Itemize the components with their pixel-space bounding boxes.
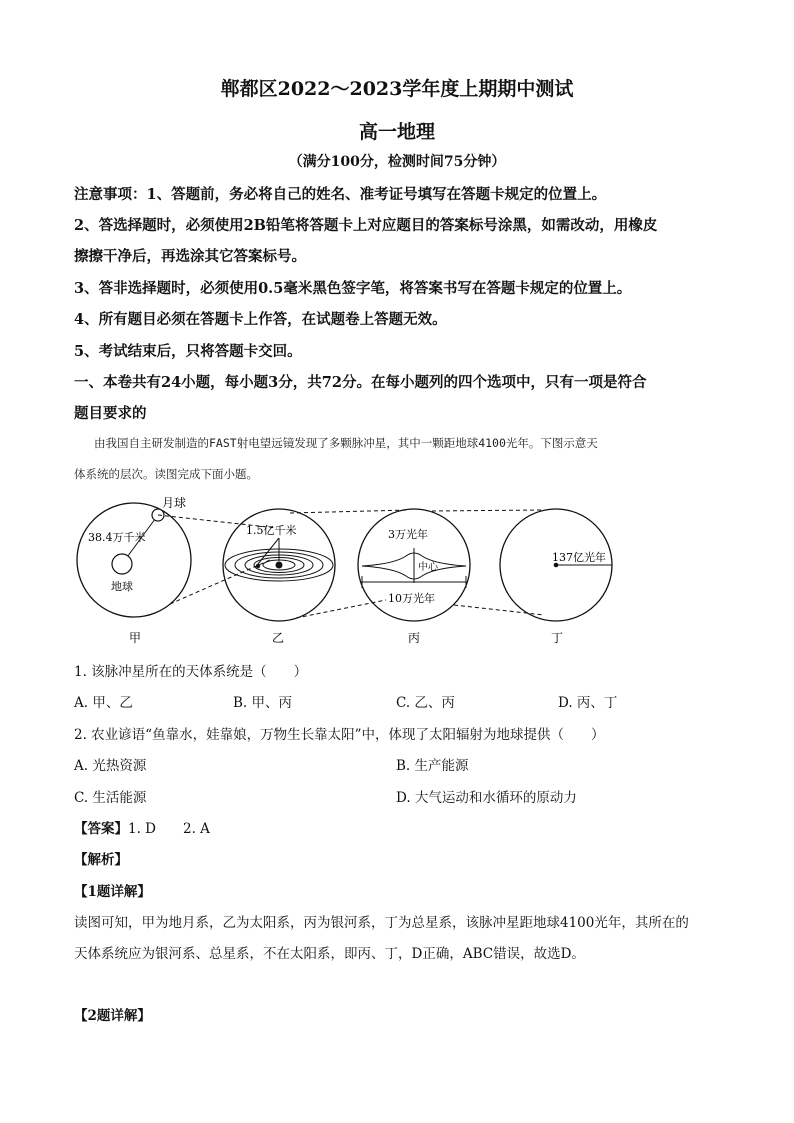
diagram-bing bbox=[358, 509, 470, 645]
earth-moon-distance-label: 38.4万千米 bbox=[88, 531, 146, 544]
question-2-option-c[interactable]: C. 生活能源 bbox=[74, 790, 147, 806]
caption-bing: 丙 bbox=[408, 631, 421, 645]
detail-1-label: 【1题详解】 bbox=[74, 884, 151, 900]
detail-1-line-1: 读图可知，甲为地月系，乙为太阳系，丙为银河系，丁为总星系，该脉冲星距地球4100光年，其所在的 bbox=[74, 915, 689, 931]
answer-text: 1. D 2. A bbox=[128, 821, 210, 837]
subject-title: 高一地理 bbox=[358, 121, 435, 143]
question-1-option-a[interactable]: A. 甲、乙 bbox=[74, 695, 133, 711]
universe-radius-label: 137亿光年 bbox=[552, 551, 606, 564]
answer-line bbox=[74, 817, 210, 837]
galaxy-diameter-label: 10万光年 bbox=[388, 592, 435, 605]
exam-info: （满分100分，检测时间75分钟） bbox=[288, 154, 506, 170]
diagram-ding bbox=[500, 509, 612, 645]
section-heading-line-1: 一、本卷共有24小题，每小题3分，共72分。在每小题列的四个选项中，只有一项是符合 bbox=[74, 374, 647, 391]
galaxy-thickness-label: 3万光年 bbox=[388, 528, 428, 541]
answer-label: 【答案】 bbox=[74, 821, 128, 837]
question-2-option-d[interactable]: D. 大气运动和水循环的原动力 bbox=[396, 790, 577, 806]
earth-label: 地球 bbox=[111, 580, 133, 593]
note-line-2: 2、答选择题时，必须使用2B铅笔将答题卡上对应题目的答案标号涂黑，如需改动，用橡皮 bbox=[74, 217, 658, 234]
caption-yi: 乙 bbox=[272, 631, 285, 645]
note-line-5: 4、所有题目必须在答题卡上作答，在试题卷上答题无效。 bbox=[74, 311, 447, 328]
detail-2-label: 【2题详解】 bbox=[74, 1008, 151, 1024]
question-1-option-c[interactable]: C. 乙、丙 bbox=[396, 695, 455, 711]
earth-circle bbox=[112, 554, 132, 574]
analysis-label: 【解析】 bbox=[74, 852, 128, 868]
question-2-stem: 2. 农业谚语“鱼靠水，娃靠娘，万物生长靠太阳”中，体现了太阳辐射为地球提供（ ） bbox=[74, 727, 605, 743]
diagram-yi bbox=[223, 509, 335, 645]
note-line-3: 擦擦干净后，再选涂其它答案标号。 bbox=[74, 248, 306, 265]
moon-label: 月球 bbox=[162, 496, 187, 510]
sun-earth-distance-label: 1.5亿千米 bbox=[246, 524, 297, 537]
intro-line-1: 由我国自主研发制造的FAST射电望远镜发现了多颗脉冲星，其中一颗距地球4100光年。下图示意天 bbox=[94, 436, 598, 450]
detail-1-line-2: 天体系统应为银河系、总星系，不在太阳系，即丙、丁，D正确，ABC错误，故选D。 bbox=[74, 946, 585, 962]
exam-title: 郸都区2022～2023学年度上期期中测试 bbox=[220, 78, 574, 100]
caption-ding: 丁 bbox=[551, 631, 564, 645]
question-1-option-d[interactable]: D. 丙、丁 bbox=[558, 695, 618, 711]
section-heading-line-2: 题目要求的 bbox=[74, 405, 147, 422]
diagram-jia bbox=[77, 495, 191, 645]
note-line-6: 5、考试结束后，只将答题卡交回。 bbox=[74, 343, 302, 360]
galaxy-center-label: 中心 bbox=[418, 562, 438, 573]
intro-line-2: 体系统的层次。读图完成下面小题。 bbox=[74, 467, 258, 481]
note-line-4: 3、答非选择题时，必须使用0.5毫米黑色签字笔，将答案书写在答题卡规定的位置上。 bbox=[74, 280, 632, 297]
note-line-1: 注意事项：1、答题前，务必将自己的姓名、准考证号填写在答题卡规定的位置上。 bbox=[74, 186, 607, 203]
question-1-stem: 1. 该脉冲星所在的天体系统是（ ） bbox=[74, 664, 308, 680]
celestial-systems-diagram bbox=[74, 490, 724, 650]
caption-jia: 甲 bbox=[129, 631, 142, 645]
question-2-option-a[interactable]: A. 光热资源 bbox=[74, 758, 147, 774]
question-1-option-b[interactable]: B. 甲、丙 bbox=[233, 695, 293, 711]
question-2-option-b[interactable]: B. 生产能源 bbox=[396, 758, 469, 774]
